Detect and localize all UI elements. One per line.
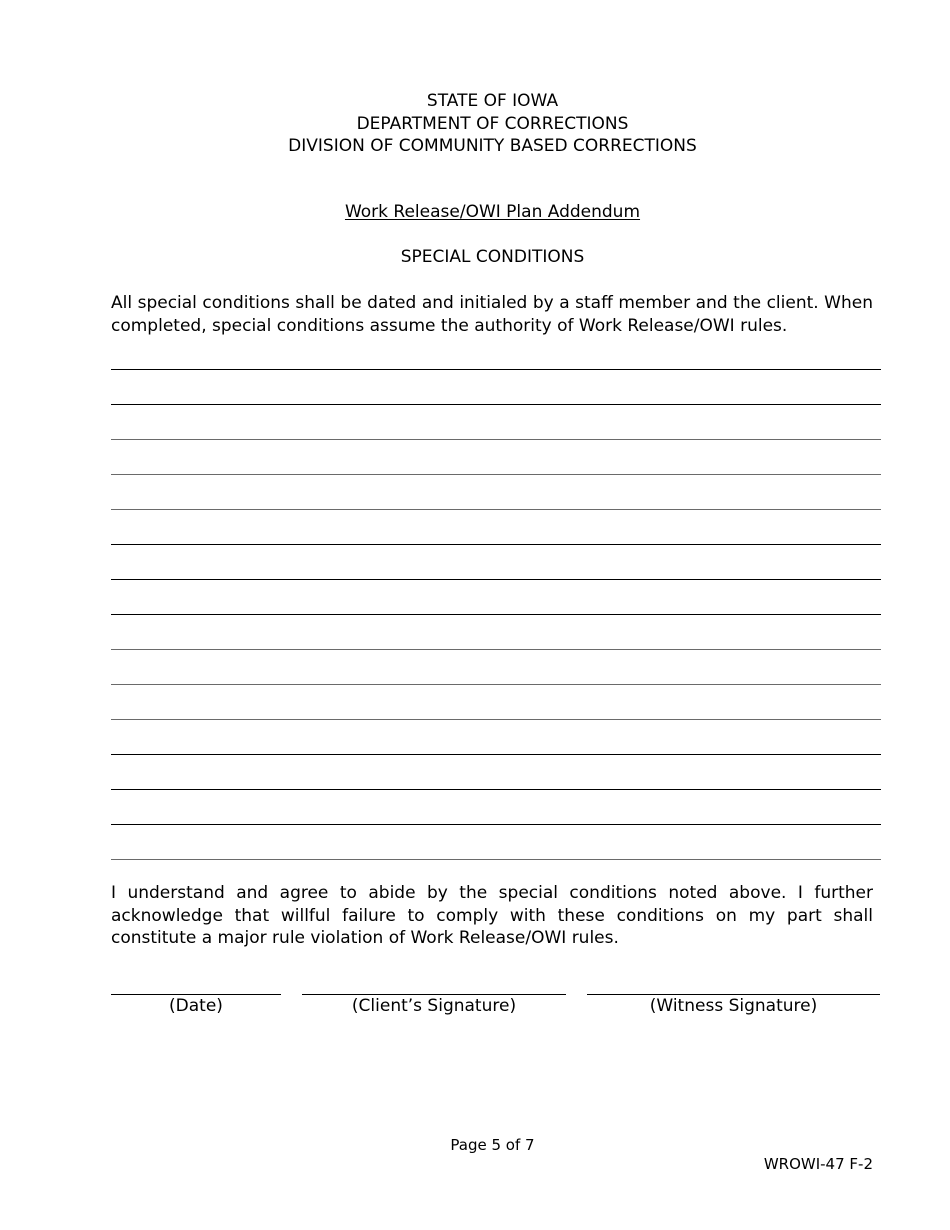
header-division: DIVISION OF COMMUNITY BASED CORRECTIONS bbox=[288, 136, 697, 156]
condition-line[interactable] bbox=[111, 579, 881, 614]
date-label: (Date) bbox=[169, 996, 223, 1016]
condition-line[interactable] bbox=[111, 719, 881, 754]
condition-line[interactable] bbox=[111, 474, 881, 509]
date-signature-line[interactable] bbox=[111, 994, 281, 995]
condition-line[interactable] bbox=[111, 684, 881, 719]
client-signature-label: (Client’s Signature) bbox=[351, 996, 517, 1016]
condition-line[interactable] bbox=[111, 754, 881, 789]
condition-line[interactable] bbox=[111, 824, 881, 859]
special-conditions-lines bbox=[111, 369, 881, 860]
condition-line[interactable] bbox=[111, 649, 881, 684]
header-department: DEPARTMENT OF CORRECTIONS bbox=[356, 113, 629, 134]
client-signature-line[interactable] bbox=[302, 994, 566, 995]
condition-line[interactable] bbox=[111, 789, 881, 824]
form-code: WROWI-47 F-2 bbox=[763, 1155, 873, 1173]
section-title: SPECIAL CONDITIONS bbox=[400, 247, 585, 267]
condition-line[interactable] bbox=[111, 509, 881, 544]
agency-header bbox=[0, 90, 950, 158]
page-number: Page 5 of 7 bbox=[450, 1136, 535, 1154]
form-title: Work Release/OWI Plan Addendum bbox=[344, 202, 641, 222]
condition-line[interactable] bbox=[111, 614, 881, 649]
header-state: STATE OF IOWA bbox=[426, 91, 559, 111]
acknowledgement-paragraph: I understand and agree to abide by the special conditions noted above. I further acknowledge that willful failure to comply with these conditions on my part shall constitute a major rule violation of Work Release/OWI rules. bbox=[111, 883, 873, 948]
condition-line[interactable] bbox=[111, 439, 881, 474]
witness-signature-label: (Witness Signature) bbox=[649, 996, 818, 1016]
condition-line[interactable] bbox=[111, 859, 881, 860]
witness-signature-line[interactable] bbox=[587, 994, 880, 995]
condition-line[interactable] bbox=[111, 544, 881, 579]
condition-line[interactable] bbox=[111, 404, 881, 439]
condition-line[interactable] bbox=[111, 369, 881, 404]
intro-paragraph: All special conditions shall be dated and initialed by a staff member and the client. When completed, special conditions assume the authority of Work Release/OWI rules. bbox=[111, 293, 873, 336]
